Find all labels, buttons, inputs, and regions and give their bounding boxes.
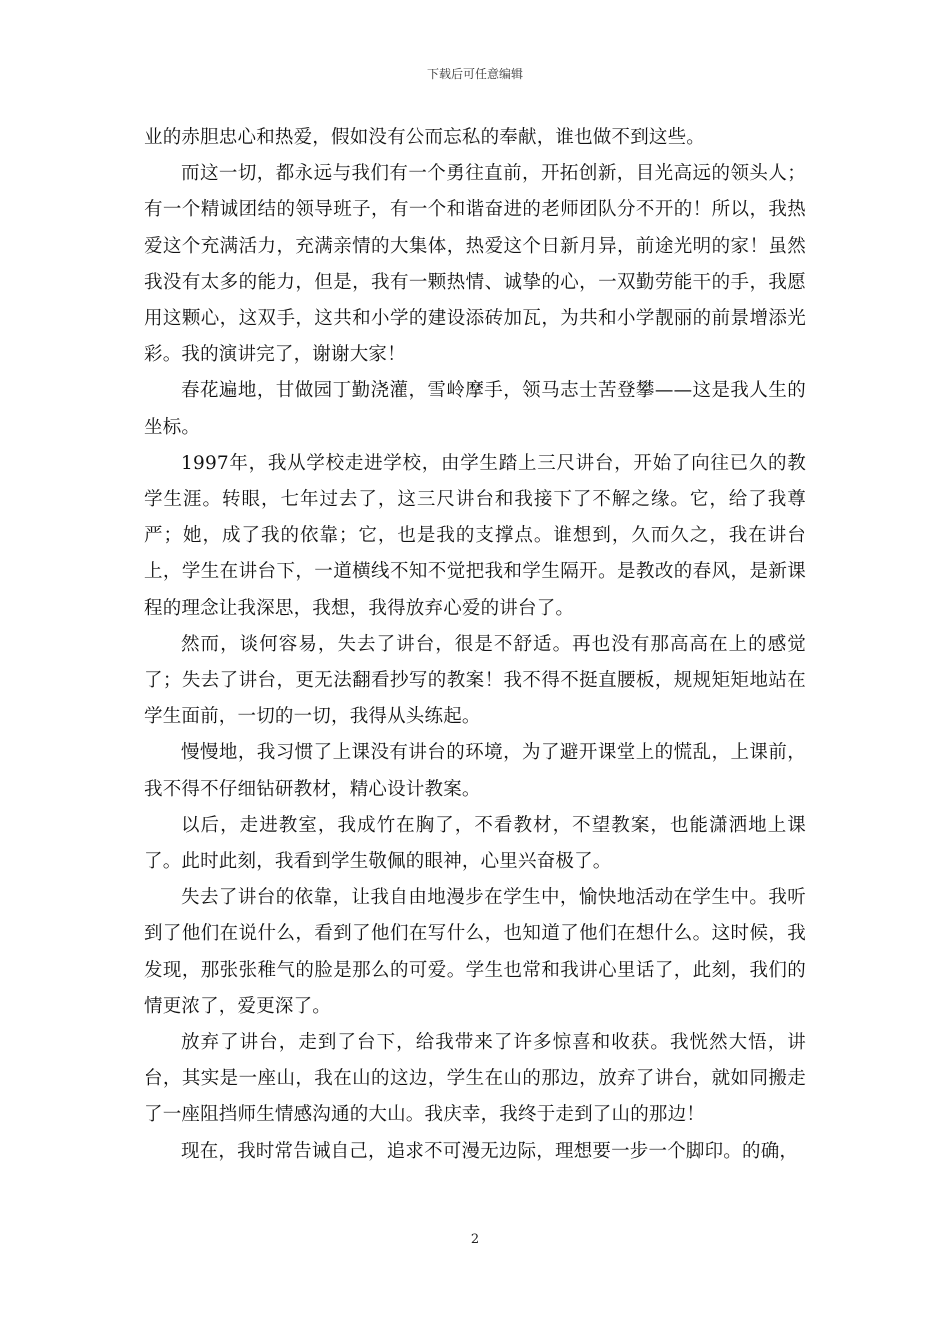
paragraph: 现在，我时常告诫自己，追求不可漫无边际，理想要一步一个脚印。的确， (181, 1140, 799, 1162)
paragraph: 以后，走进教室，我成竹在胸了，不看教材，不望教案，也能潇洒地上课了。此时此刻，我看到学生敬佩的眼神，心里兴奋极了。 (144, 814, 806, 873)
page-header: 下载后可任意编辑 (426, 67, 523, 81)
paragraph: 慢慢地，我习惯了上课没有讲台的环境，为了避开课堂上的慌乱，上课前，我不得不仔细钻研教材，精心设计教案。 (144, 742, 806, 800)
paragraph: 放弃了讲台，走到了台下，给我带来了许多惊喜和收获。我恍然大悟，讲台，其实是一座山，我在山的这边，学生在山的那边，放弃了讲台，就如同搬走了一座阻挡师生情感沟通的大山。我庆幸，我终于走到了山的那边！ (144, 1032, 806, 1126)
page-number: 2 (470, 1232, 480, 1247)
paragraph: 春花遍地，甘做园丁勤浇灌，雪岭摩手，领马志士苦登攀——这是我人生的坐标。 (144, 380, 806, 438)
paragraph: 然而，谈何容易，失去了讲台，很是不舒适。再也没有那高高在上的感觉了；失去了讲台，更无法翻看抄写的教案！我不得不挺直腰板，规规矩矩地站在学生面前，一切的一切，我得从头练起。 (144, 633, 806, 728)
paragraph-continuation: 业的赤胆忠心和热爱，假如没有公而忘私的奉献，谁也做不到这些。 (144, 127, 706, 148)
document-body (144, 120, 806, 1170)
paragraph: 失去了讲台的依靠，让我自由地漫步在学生中，愉快地活动在学生中。我听到了他们在说什么，看到了他们在写什么，也知道了他们在想什么。这时候，我发现，那张张稚气的脸是那么的可爱。学生也常和我讲心里话了，此刻，我们的情更浓了，爱更深了。 (144, 887, 806, 1017)
paragraph: 而这一切，都永远与我们有一个勇往直前，开拓创新，目光高远的领头人；有一个精诚团结的领导班子，有一个和谐奋进的老师团队分不开的！所以，我热爱这个充满活力，充满亲情的大集体，热爱这个日新月异，前途光明的家！虽然我没有太多的能力，但是，我有一颗热情、诚挚的心，一双勤劳能干的手，我愿用这颗心，这双手，这共和小学的建设添砖加瓦，为共和小学靓丽的前景增添光彩。我的演讲完了，谢谢大家！ (144, 163, 806, 366)
paragraph: 1997年，我从学校走进学校，由学生踏上三尺讲台，开始了向往已久的教学生涯。转眼，七年过去了，这三尺讲台和我接下了不解之缘。它，给了我尊严；她，成了我的依靠；它，也是我的支撑点。谁想到，久而久之，我在讲台上，学生在讲台下，一道横线不知不觉把我和学生隔开。是教改的春风，是新课程的理念让我深思，我想，我得放弃心爱的讲台了。 (144, 452, 806, 619)
